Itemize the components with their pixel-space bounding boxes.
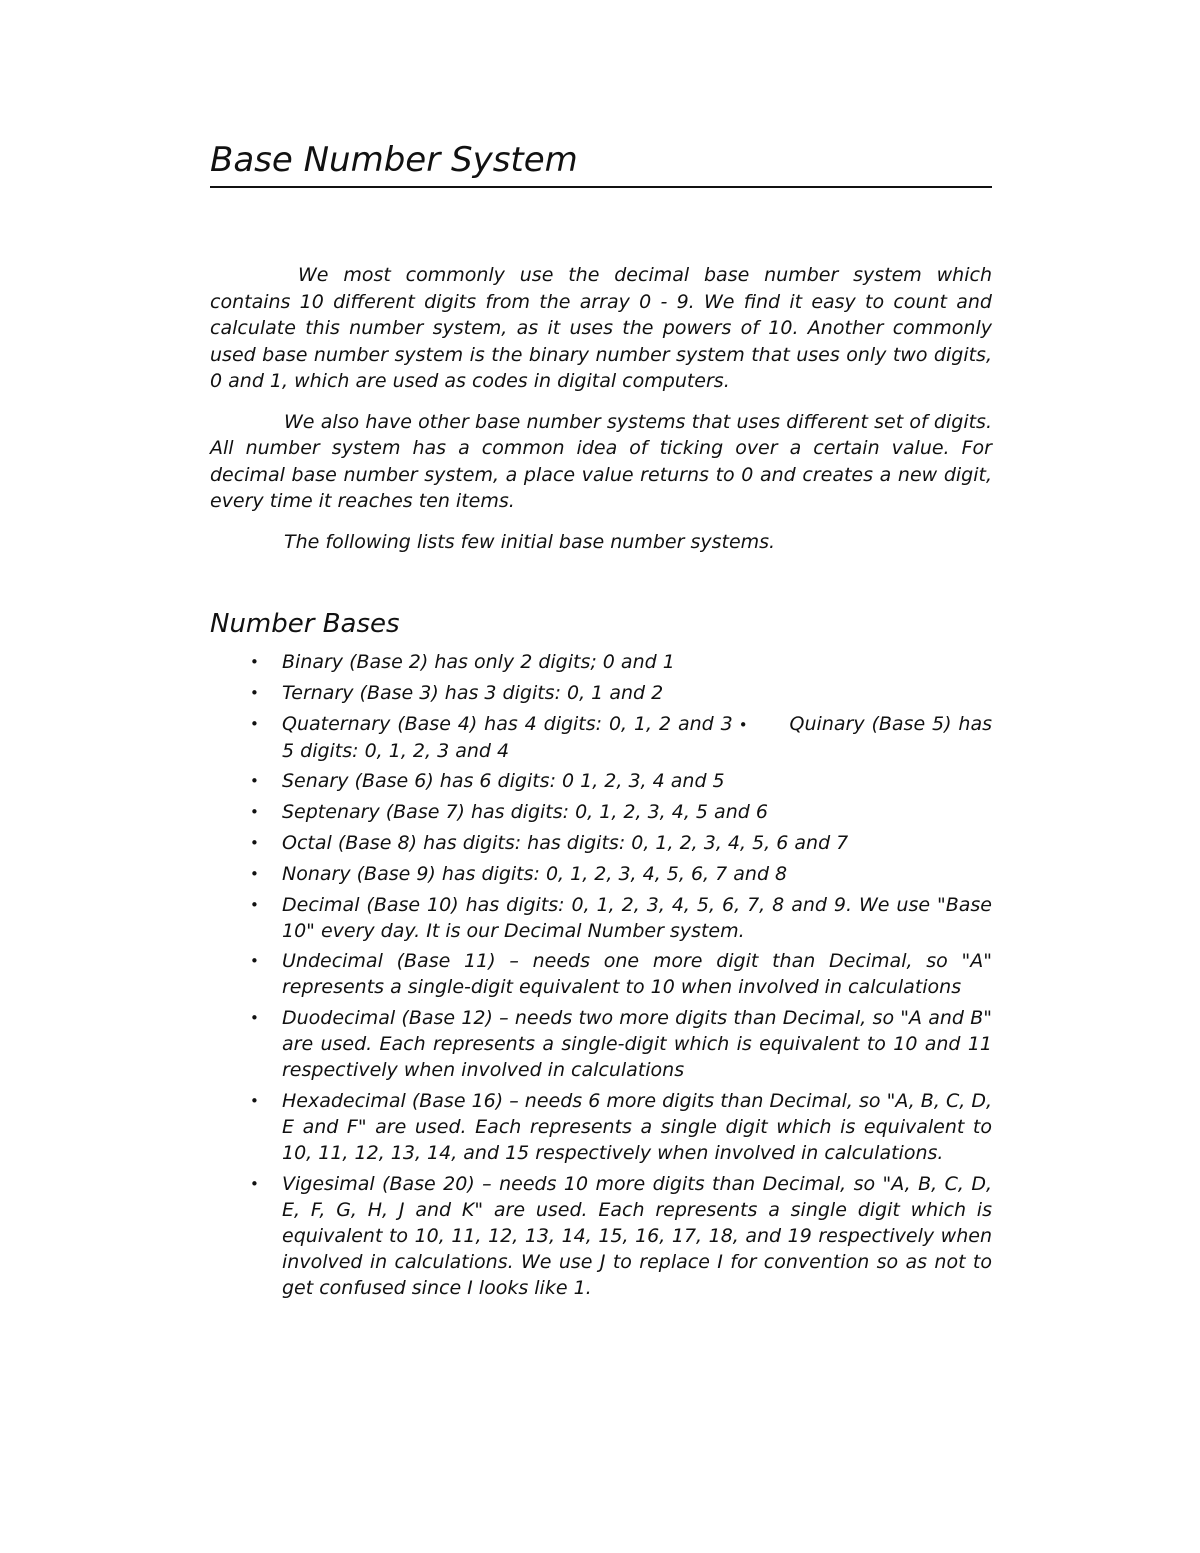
list-item-text: Binary (Base 2) has only 2 digits; 0 and 1: [282, 651, 675, 673]
list-item: [210, 768, 992, 794]
bullet-icon: •: [250, 714, 259, 733]
list-item: [210, 892, 992, 944]
list-item-text: Vigesimal (Base 20) – needs 10 more digits than Decimal, so "A, B, C, D, E, F, G, H, J and K" are used. Each represents a single digit which is equivalent to 10, 11, 12, 13, 14, 15, 16, 17, 18, and 19 respectively when involved in calculations. We use J to replace I for convention so as not to get confused since I looks like 1.: [282, 1172, 992, 1299]
bullet-icon: •: [738, 715, 748, 734]
bullet-icon: •: [250, 772, 259, 791]
bullet-icon: •: [250, 833, 259, 852]
list-item: [210, 711, 992, 764]
bullet-icon: •: [250, 803, 259, 822]
bullet-icon: •: [250, 683, 259, 702]
section-heading: Number Bases: [210, 609, 400, 639]
list-item: [210, 680, 992, 706]
list-item: [210, 861, 992, 887]
list-item-text-quaternary: Quaternary (Base 4) has 4 digits: 0, 1, 2 and 3: [282, 712, 733, 735]
list-item-text: Octal (Base 8) has digits: has digits: 0, 1, 2, 3, 4, 5, 6 and 7: [282, 831, 849, 854]
list-item-text: Ternary (Base 3) has 3 digits: 0, 1 and 2: [282, 681, 664, 704]
document-page: [210, 138, 992, 1306]
list-item-text: Senary (Base 6) has 6 digits: 0 1, 2, 3, 4 and 5: [282, 770, 725, 793]
intro-paragraph: We most commonly use the decimal base number system which contains 10 different digits from the array 0 - 9. We find it easy to count and calculate this number system, as it uses the powers of 10. Another commonly used base number system is the binary number system that uses only two digits, 0 and 1, which are used as codes in digital computers.: [210, 264, 992, 392]
list-item: [210, 948, 992, 1000]
list-item: [210, 1088, 992, 1166]
bullet-icon: •: [250, 952, 259, 971]
list-item-text: Undecimal (Base 11) – needs one more digit than Decimal, so "A" represents a single-digit equivalent to 10 when involved in calculations: [282, 950, 992, 999]
list-item-text: Septenary (Base 7) has digits: 0, 1, 2, 3, 4, 5 and 6: [282, 801, 768, 824]
bullet-icon: •: [250, 864, 259, 883]
bullet-icon: •: [250, 1091, 259, 1110]
number-bases-list: [210, 649, 992, 1301]
list-item-text-quinary: Quinary (Base 5) has 5 digits: 0, 1, 2, 3 and 4: [282, 712, 992, 762]
list-item: [210, 1171, 992, 1301]
list-item-text: Hexadecimal (Base 16) – needs 6 more digits than Decimal, so "A, B, C, D, E and F" are used. Each represents a single digit which is equivalent to 10, 11, 12, 13, 14, and 15 respectively when involved in calculations.: [282, 1089, 992, 1164]
list-item: [210, 830, 992, 856]
list-item: [210, 1005, 992, 1083]
list-item-text: Nonary (Base 9) has digits: 0, 1, 2, 3, 4, 5, 6, 7 and 8: [282, 862, 788, 885]
third-paragraph: The following lists few initial base number systems.: [284, 530, 776, 553]
bullet-icon: •: [250, 1174, 259, 1193]
list-item-text: Duodecimal (Base 12) – needs two more digits than Decimal, so "A and B" are used. Each represents a single-digit which is equivalent to 10 and 11 respectively when involved in calculations: [282, 1007, 992, 1082]
list-item: [210, 799, 992, 825]
bullet-icon: •: [250, 895, 259, 914]
document-title: Base Number System: [210, 138, 992, 188]
list-item: [210, 649, 992, 675]
bullet-icon: •: [250, 1009, 259, 1028]
list-item-text: Decimal (Base 10) has digits: 0, 1, 2, 3, 4, 5, 6, 7, 8 and 9. We use "Base 10" every day. It is our Decimal Number system.: [282, 893, 992, 942]
bullet-icon: •: [250, 653, 259, 671]
second-paragraph: We also have other base number systems that uses different set of digits. All number system has a common idea of ticking over a certain value. For decimal base number system, a place value returns to 0 and creates a new digit, every time it reaches ten items.: [210, 410, 992, 512]
